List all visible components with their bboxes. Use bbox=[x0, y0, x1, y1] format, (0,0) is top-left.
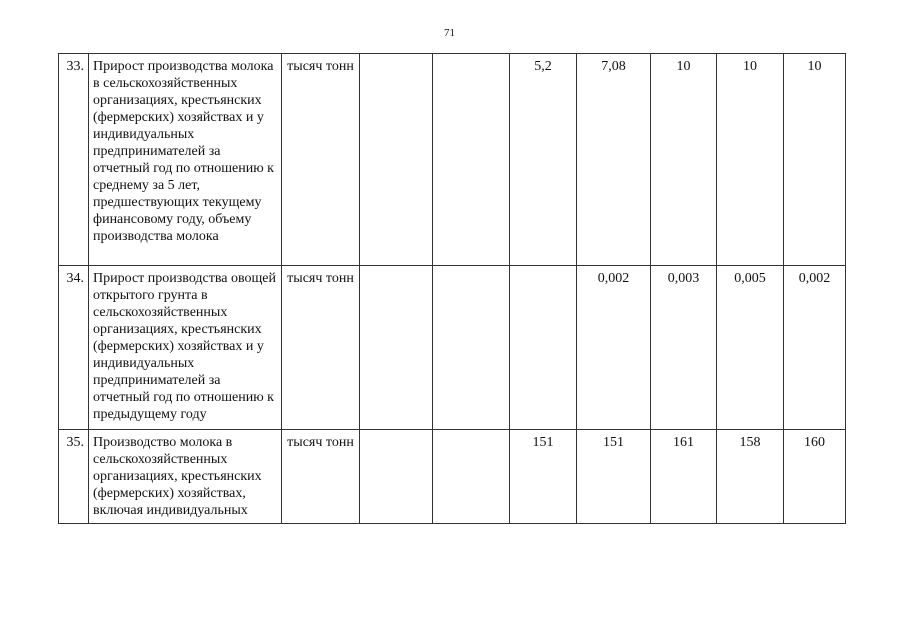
value-cell bbox=[510, 266, 577, 430]
value-cell: 161 bbox=[651, 430, 717, 524]
value-cell: 158 bbox=[717, 430, 784, 524]
value-cell: 0,003 bbox=[651, 266, 717, 430]
table-row bbox=[59, 430, 846, 524]
value-cell bbox=[433, 430, 510, 524]
value-cell bbox=[360, 430, 433, 524]
unit-of-measure: тысяч тонн bbox=[282, 266, 360, 430]
value-cell bbox=[433, 54, 510, 266]
value-cell bbox=[360, 266, 433, 430]
value-cell: 160 bbox=[784, 430, 846, 524]
value-cell: 151 bbox=[510, 430, 577, 524]
row-number: 34. bbox=[59, 266, 89, 430]
value-cell: 5,2 bbox=[510, 54, 577, 266]
indicator-name: Прирост производства овощей открытого грунта в сельскохозяйственных организациях, крестьянских (фермерских) хозяйствах и у индивидуальных предпринимателей за отчетный год по отношению к предыдущему году bbox=[89, 266, 282, 430]
value-cell: 10 bbox=[784, 54, 846, 266]
table-row bbox=[59, 266, 846, 430]
value-cell: 0,005 bbox=[717, 266, 784, 430]
value-cell: 10 bbox=[651, 54, 717, 266]
unit-of-measure: тысяч тонн bbox=[282, 54, 360, 266]
indicators-table bbox=[58, 53, 846, 524]
value-cell bbox=[360, 54, 433, 266]
value-cell: 7,08 bbox=[577, 54, 651, 266]
row-number: 35. bbox=[59, 430, 89, 524]
value-cell bbox=[433, 266, 510, 430]
indicator-name: Производство молока в сельскохозяйственных организациях, крестьянских (фермерских) хозяйствах, включая индивидуальных bbox=[89, 430, 282, 524]
value-cell: 10 bbox=[717, 54, 784, 266]
unit-of-measure: тысяч тонн bbox=[282, 430, 360, 524]
page-number: 71 bbox=[444, 27, 455, 39]
value-cell: 151 bbox=[577, 430, 651, 524]
row-number: 33. bbox=[59, 54, 89, 266]
value-cell: 0,002 bbox=[784, 266, 846, 430]
value-cell: 0,002 bbox=[577, 266, 651, 430]
table-row bbox=[59, 54, 846, 266]
indicator-name: Прирост производства молока в сельскохозяйственных организациях, крестьянских (фермерских) хозяйствах и у индивидуальных предпринимателей за отчетный год по отношению к среднему за 5 лет, предшествующих текущему финансовому году, объему производства молока bbox=[89, 54, 282, 266]
